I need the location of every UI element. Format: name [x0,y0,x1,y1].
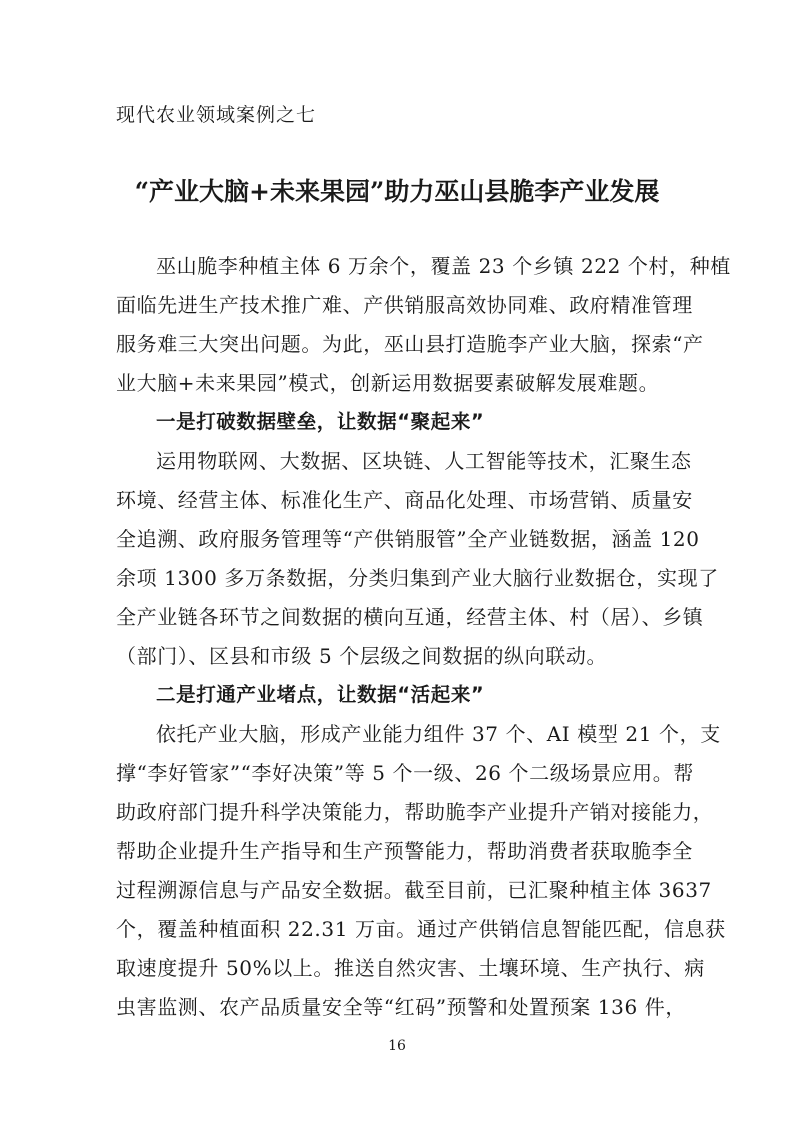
section-2-paragraph-line: 虫害监测、农产品质量安全等“红码”预警和处置预案 136 件， [116,995,686,1019]
intro-paragraph-line: 服务难三大突出问题。为此，巫山县打造脆李产业大脑，探索“产 [116,332,704,356]
section-1-paragraph-line: 运用物联网、大数据、区块链、人工智能等技术，汇聚生态 [156,449,692,473]
section-2-paragraph-line: 助政府部门提升科学决策能力，帮助脆李产业提升产销对接能力， [116,800,714,824]
section-2-paragraph-line: 撑“李好管家”“李好决策”等 5 个一级、26 个二级场景应用。帮 [116,761,694,785]
section-1-paragraph-line: 环境、经营主体、标准化生产、商品化处理、市场营销、质量安 [116,488,693,512]
section-2-heading: 二是打通产业堵点，让数据“活起来” [156,683,485,706]
document-title: “产业大脑+未来果园”助力巫山县脆李产业发展 [134,177,660,206]
section-1-paragraph-line: 全追溯、政府服务管理等“产供销服管”全产业链数据，涵盖 120 [116,527,700,551]
series-label: 现代农业领域案例之七 [116,104,317,126]
section-2-paragraph-line: 依托产业大脑，形成产业能力组件 37 个、AI 模型 21 个，支 [156,722,721,746]
page-number: 16 [388,1038,406,1054]
section-1-paragraph-line: （部门）、区县和市级 5 个层级之间数据的纵向联动。 [116,644,608,668]
section-1-heading: 一是打破数据壁垒，让数据“聚起来” [156,410,485,433]
section-1-paragraph-line: 余项 1300 多万条数据，分类归集到产业大脑行业数据仓，实现了 [116,566,719,590]
intro-paragraph-line: 巫山脆李种植主体 6 万余个，覆盖 23 个乡镇 222 个村，种植 [156,254,731,278]
section-1-paragraph-line: 全产业链各环节之间数据的横向互通，经营主体、村（居）、乡镇 [116,605,704,629]
intro-paragraph-line: 业大脑+未来果园”模式，创新运用数据要素破解发展难题。 [116,371,660,395]
section-2-paragraph-line: 取速度提升 50%以上。推送自然灾害、土壤环境、生产执行、病 [116,956,705,980]
section-2-paragraph-line: 帮助企业提升生产指导和生产预警能力，帮助消费者获取脆李全 [116,839,693,863]
intro-paragraph-line: 面临先进生产技术推广难、产供销服高效协同难、政府精准管理 [116,293,693,317]
section-2-paragraph-line: 过程溯源信息与产品安全数据。截至目前，已汇聚种植主体 3637 [116,878,712,902]
section-2-paragraph-line: 个，覆盖种植面积 22.31 万亩。通过产供销信息智能匹配，信息获 [116,917,726,941]
